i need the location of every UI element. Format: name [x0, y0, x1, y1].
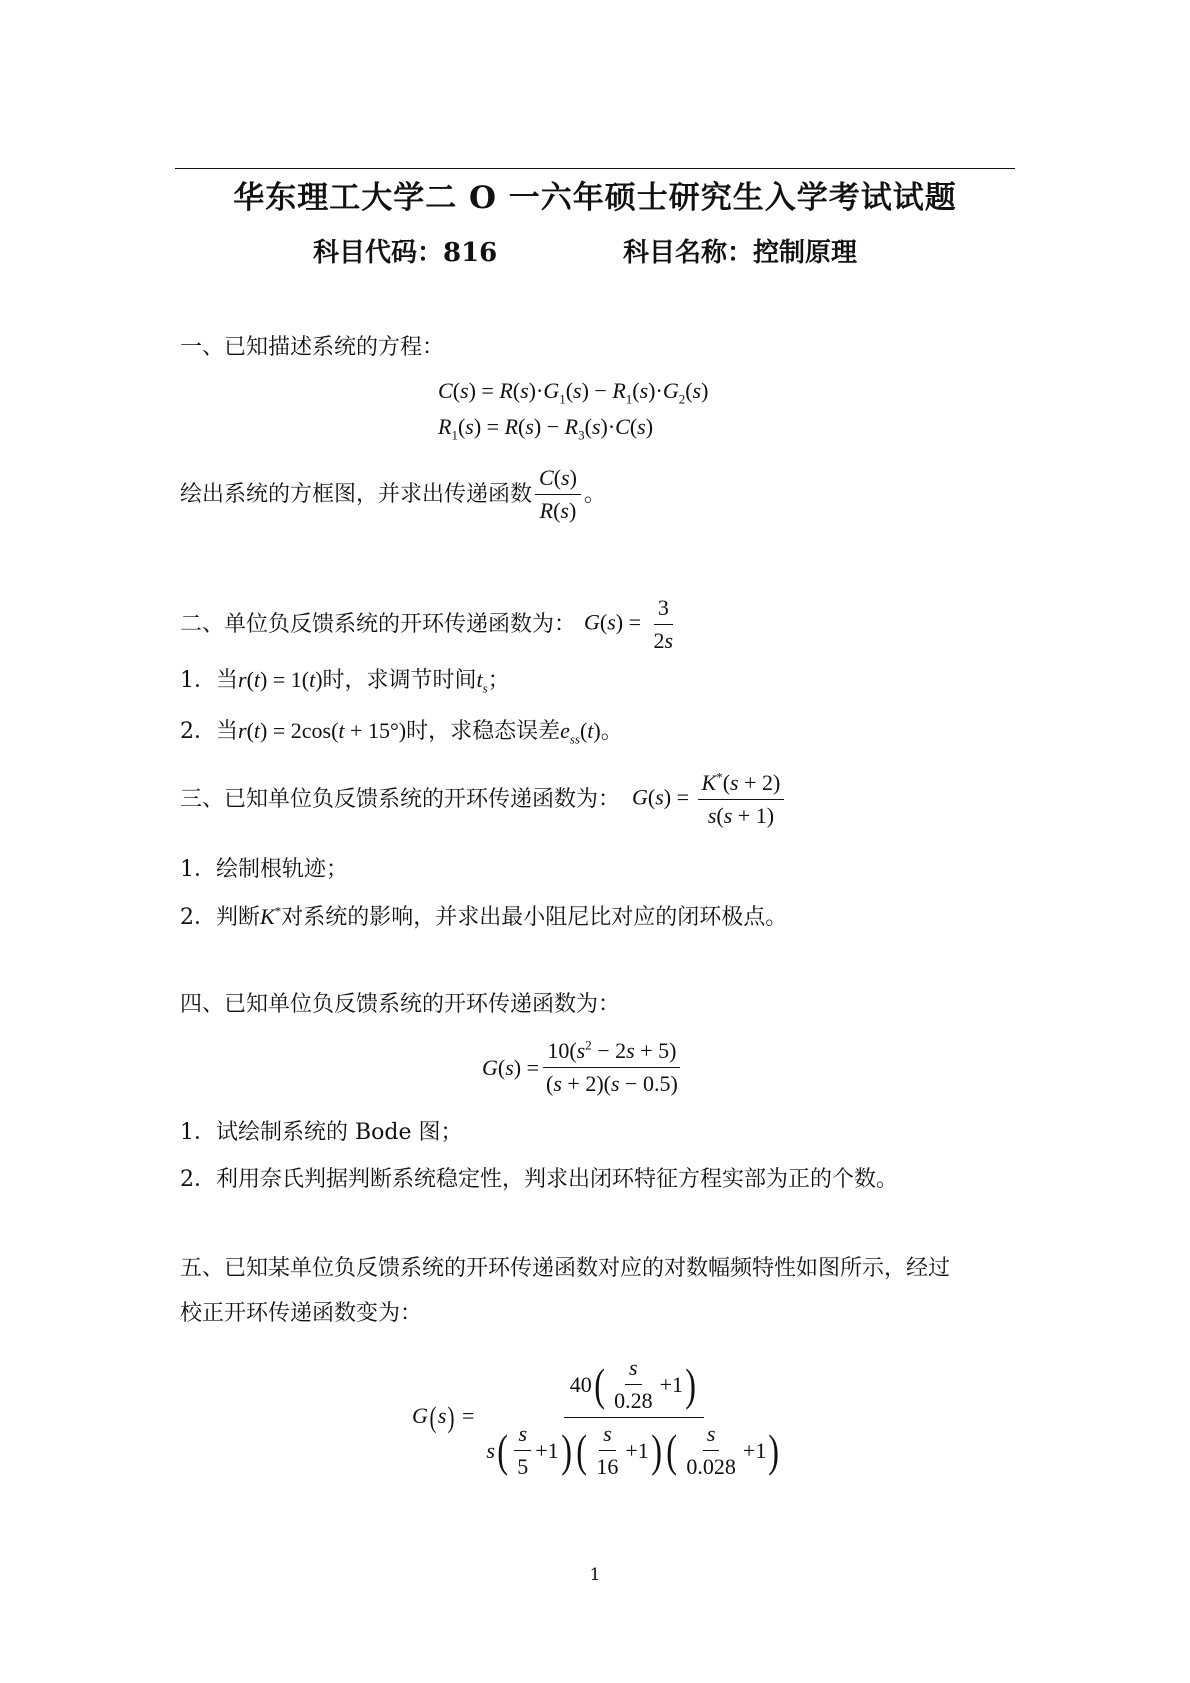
exam-title: 华东理工大学二 O 一六年硕士研究生入学考试试题	[233, 180, 957, 216]
q3-item-1: 1．绘制根轨迹；	[180, 857, 348, 882]
q4-function: G ( s ) = $\frac{10(s^2 - 2s + 5)}{(s + 2)(s - 0.5)}$	[482, 1035, 685, 1100]
q1-equation-1: $C(s) = R(s)\cdot G_1(s) - R_1(s)\cdot G_2(s)$	[438, 378, 709, 407]
q4-intro: 四、已知单位负反馈系统的开环传递函数为：	[180, 992, 621, 1017]
q1-task	[180, 462, 606, 527]
q3-item-2: 2．判断K*对系统的影响，并求出最小阻尼比对应的闭环极点。	[180, 903, 788, 930]
q2-item-1: 1．当r(t) = 1(t)时，求调节时间$t_s$；	[180, 667, 510, 696]
page-number: 1	[589, 1565, 601, 1585]
q3-intro-line	[180, 767, 787, 832]
q1-transfer-fraction: $\frac{C(s)}{R(s)}$	[535, 462, 581, 527]
q5-line-2: 校正开环传递函数变为：	[180, 1301, 423, 1326]
q5-function: G(s) = 40 ( $\frac{s}{0.28}$ +1 ) s ( $\frac{s}{5}$ +1 ) ( $\frac{s}{16}$ +1 ) ( $\frac{s}{0.028}$ +1 )	[412, 1352, 791, 1483]
q2-function: G(s) = $\frac{3}{2s}$	[584, 592, 680, 657]
header-rule	[175, 168, 1015, 169]
q3-function: G(s) = $\frac{K^*(s + 2)}{s(s + 1)}$	[632, 767, 787, 832]
q2-intro-line	[180, 592, 680, 657]
q1-intro: 一、已知描述系统的方程：	[180, 335, 445, 360]
q2-item-2: 2．当r(t) = 2cos(t + 15°)时，求稳态误差$e_{ss}(t)$。	[180, 718, 623, 747]
q3-intro: 三、已知单位负反馈系统的开环传递函数为：	[180, 786, 621, 812]
q1-task-text: 绘出系统的方框图，并求出传递函数	[180, 481, 533, 507]
q1-task-end: 。	[583, 481, 606, 507]
q1-equation-2: $R_1(s) = R(s) - R_3(s)\cdot C(s)$	[438, 414, 654, 443]
subject-name: 科目名称：控制原理	[623, 238, 858, 268]
q2-intro: 二、单位负反馈系统的开环传递函数为：	[180, 611, 577, 637]
q4-item-2: 2．利用奈氏判据判断系统稳定性，判求出闭环特征方程实部为正的个数。	[180, 1167, 898, 1192]
subject-code: 科目代码：816	[313, 238, 498, 268]
q4-item-1: 1．试绘制系统的 Bode 图；	[180, 1120, 463, 1145]
q5-line-1: 五、已知某单位负反馈系统的开环传递函数对应的对数幅频特性如图所示，经过	[180, 1256, 951, 1281]
